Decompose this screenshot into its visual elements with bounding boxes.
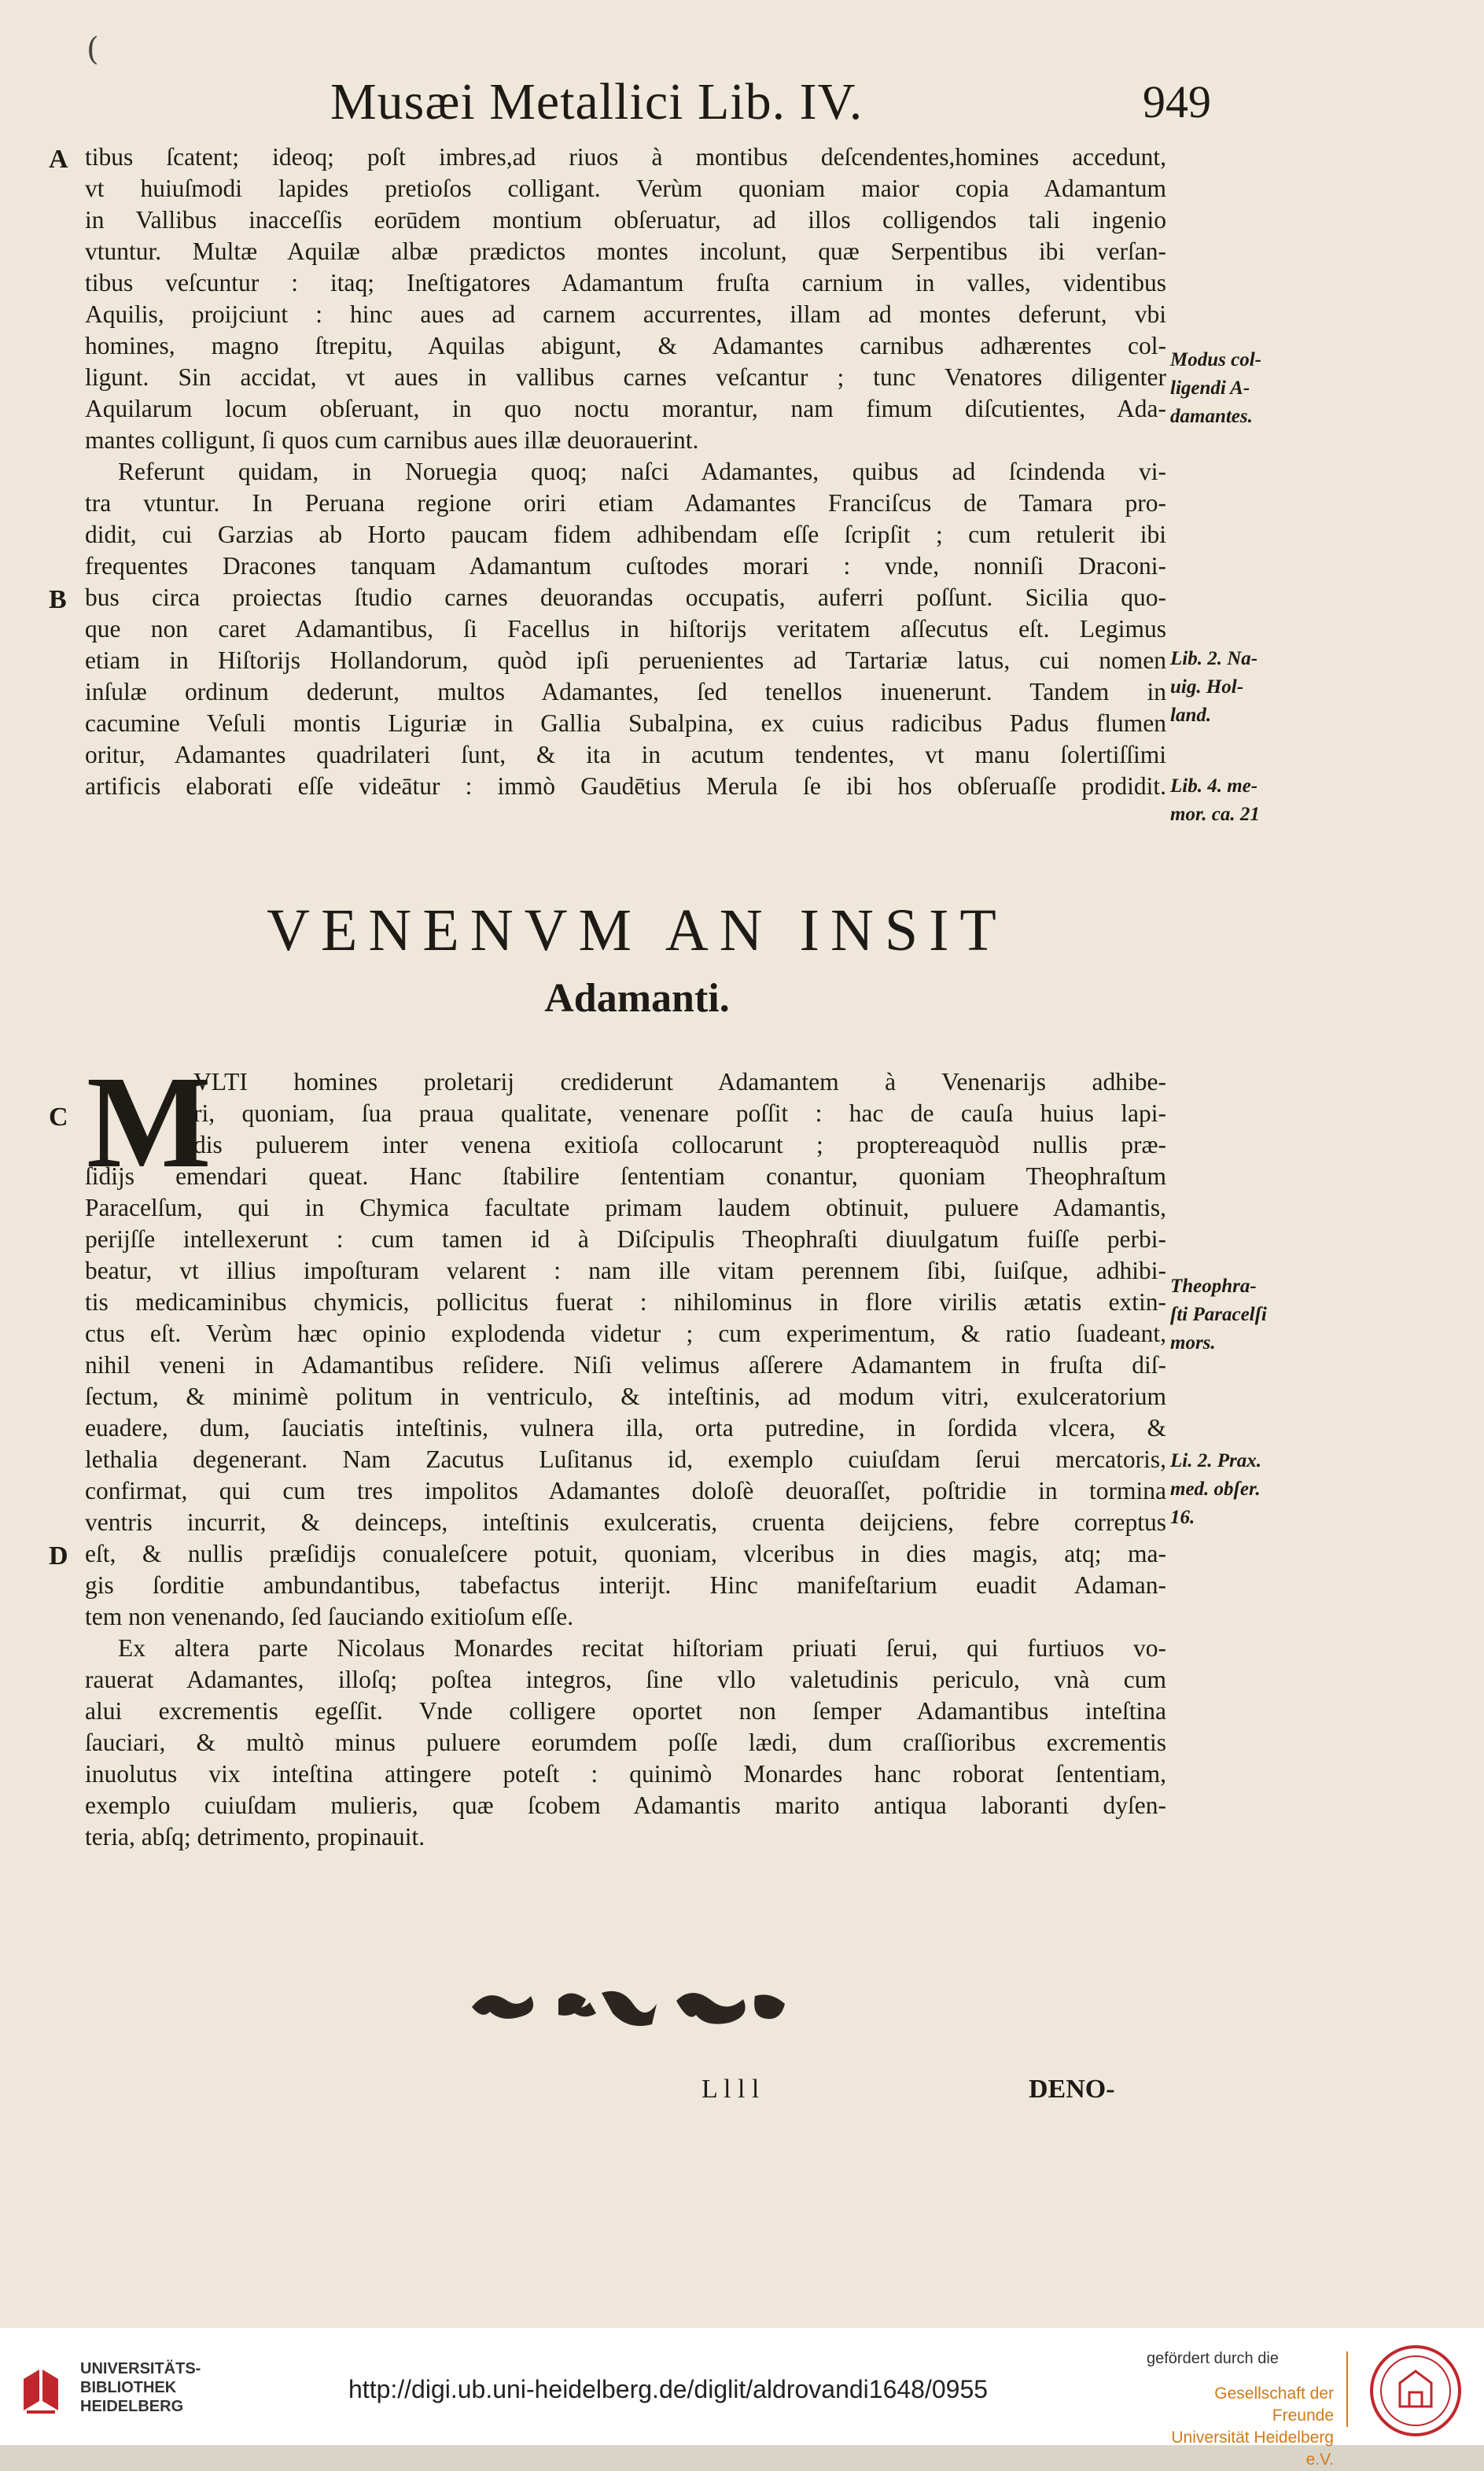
- page-header: [330, 72, 1211, 135]
- library-name-line: HEIDELBERG: [80, 2398, 184, 2415]
- library-name-line: BIBLIOTHEK: [80, 2379, 177, 2396]
- text-line: lethalia degenerant. Nam Zacutus Luſitanus id, exemplo cuiuſdam ſerui mercatoris,: [85, 1445, 1166, 1473]
- text-line: beatur, vt illius impoſturam velarent : nam ille vitam perennem ſibi, ſuiſque, adhibi-: [85, 1257, 1166, 1284]
- text-line: ſauciari, & multò minus puluere eorumdem poſſe lædi, dum craſſioribus excrementis: [85, 1729, 1166, 1756]
- text-line: homines, magno ſtrepitu, Aquilas abigunt, & Adamantes carnibus adhærentes col-: [85, 332, 1166, 359]
- section-letter-d: D: [49, 1541, 68, 1571]
- text-line: cacumine Veſuli montis Liguriæ in Gallia Subalpina, ex cuius radicibus Padus flumen: [85, 709, 1166, 737]
- margin-note-line: Lib. 2. Na-: [1170, 648, 1258, 669]
- margin-note-line: land.: [1170, 705, 1212, 726]
- text-line: confirmat, qui cum tres impolitos Adamantes doloſè deuoraſſet, poſtridie in tormina: [85, 1477, 1166, 1504]
- text-line: alui excrementis egeſſit. Vnde colligere oportet non ſemper Adamantibus inteſtina: [85, 1697, 1166, 1725]
- margin-note-line: ligendi A-: [1170, 377, 1250, 399]
- section-letter-b: B: [49, 585, 67, 614]
- text-line: euadere, dum, ſauciatis inteſtinis, vulnera illa, orta putredine, in ſordida vlcera, &: [85, 1414, 1166, 1442]
- text-line: ligunt. Sin accidat, vt aues in vallibus carnes veſcantur ; tunc Venatores diligenter: [85, 363, 1166, 391]
- ornament-icon: [464, 1983, 794, 2031]
- text-line: que non caret Adamantibus, ſi Facellus in hiſtorijs veritatem aſſecutus eſt. Legimus: [85, 615, 1166, 643]
- library-name-line: UNIVERSITÄTS-: [80, 2360, 201, 2377]
- text-line: exemplo cuiuſdam mulieris, quæ ſcobem Adamantis marito antiqua laboranti dyſen-: [85, 1792, 1166, 1819]
- margin-note-modus: [1170, 346, 1327, 431]
- text-line: Paracelſum, qui in Chymica facultate primam laudem obtinuit, puluere Adamantis,: [85, 1194, 1166, 1221]
- text-line: oritur, Adamantes quadrilateri ſunt, & ita in acutum tendentes, vt manu ſolertiſſimi: [85, 741, 1166, 768]
- margin-note-line: uig. Hol-: [1170, 676, 1244, 698]
- section-letter-c: C: [49, 1103, 68, 1132]
- text-line: tra vtuntur. In Peruana regione oriri etiam Adamantes Franciſcus de Tamara pro-: [85, 489, 1166, 517]
- text-line: eſt, & nullis præſidijs conualeſcere potuit, quoniam, vlceribus in dies magis, atq; ma-: [85, 1540, 1166, 1567]
- margin-note-line: Li. 2. Prax.: [1170, 1450, 1261, 1471]
- text-line: didit, cui Garzias ab Horto paucam fidem adhibendam eſſe ſcripſit ; cum retulerit ibi: [85, 521, 1166, 548]
- text-line: ctus eſt. Verùm hæc opinio explodenda videtur ; cum experimentum, & ratio ſuadeant,: [85, 1320, 1166, 1347]
- corner-mark: (: [87, 31, 99, 68]
- text-line: bus circa proiectas ſtudio carnes deuorandas occupatis, auferri poſſunt. Sicilia quo-: [85, 584, 1166, 611]
- university-seal-icon: [1368, 2344, 1463, 2438]
- viewer-footer: [0, 2328, 1484, 2469]
- text-line: frequentes Dracones tanquam Adamantum cuſtodes morari : vnde, nonniſi Draconi-: [85, 552, 1166, 580]
- chapter-subtitle: Adamanti.: [544, 976, 730, 1021]
- margin-note-line: Modus col-: [1170, 349, 1261, 370]
- margin-note-line: damantes.: [1170, 406, 1253, 427]
- library-logo-icon: [16, 2363, 71, 2418]
- text-line: tis medicaminibus chymicis, pollicitus fuerat : nihilominus in flore virilis ætatis extin-: [85, 1288, 1166, 1316]
- sponsor-name: [1153, 2383, 1334, 2471]
- text-line: nihil veneni in Adamantibus reſidere. Niſi velimus aſſerere Adamantem in fruſta diſ-: [85, 1351, 1166, 1379]
- margin-note-line: ſti Paracelſi: [1170, 1304, 1267, 1325]
- text-line: ventris incurrit, & deinceps, inteſtinis exulceratis, cruenta deijciens, febre correptus: [85, 1508, 1166, 1536]
- text-line: vtuntur. Multæ Aquilæ albæ prædictos montes incolunt, quæ Serpentibus ibi verſan-: [85, 238, 1166, 265]
- text-line: artificis elaborati eſſe videātur : immò Gaudētius Merula ſe ibi hos obſeruaſſe prodidit.: [85, 772, 1166, 800]
- text-line: VLTI homines proletarij crediderunt Adamantem à Venenarijs adhibe-: [193, 1068, 1166, 1096]
- text-line: inuolutus vix inteſtina attingere poteſt : quinimò Monardes hanc roborat ſententiam,: [85, 1760, 1166, 1788]
- margin-note-theophrasti: [1170, 1272, 1327, 1357]
- text-line: ri, quoniam, ſua praua qualitate, venenare poſſit : hac de cauſa huius lapi-: [193, 1099, 1166, 1127]
- permalink-url[interactable]: http://digi.ub.uni-heidelberg.de/diglit/aldrovandi1648/0955: [348, 2375, 989, 2403]
- signature-mark: L l l l: [701, 2075, 760, 2104]
- text-line: rauerat Adamantes, illoſq; poſtea integros, ſine vllo valetudinis periculo, vnà cum: [85, 1666, 1166, 1693]
- sponsor-name-line: Universität Heidelberg e.V.: [1171, 2429, 1334, 2469]
- text-line: tibus ſcatent; ideoq; poſt imbres,ad riuos à montibus deſcendentes,homines accedunt,: [85, 143, 1166, 171]
- library-name: [80, 2359, 201, 2416]
- text-line: gis ſorditie ambundantibus, tabefactus interijt. Hinc manifeſtarium euadit Adaman-: [85, 1571, 1166, 1599]
- catchword: DENO-: [1029, 2075, 1115, 2104]
- text-line: ſectum, & minimè politum in ventriculo, & inteſtinis, ad modum vitri, exulceratorium: [85, 1383, 1166, 1410]
- margin-note-line: Lib. 4. me-: [1170, 775, 1258, 797]
- text-line: in Vallibus inacceſſis eorūdem montium obſeruatur, ad illos colligendos tali ingenio: [85, 206, 1166, 234]
- margin-note-line: Theophra-: [1170, 1276, 1257, 1297]
- text-line: inſulæ ordinum dederunt, multos Adamantes, ſed tenellos inuenerunt. Tandem in: [85, 678, 1166, 705]
- text-line: perijſſe intellexerunt : cum tamen id à Diſcipulis Theophraſti diuulgatum fuiſſe perbi-: [85, 1225, 1166, 1253]
- sponsor-divider: [1346, 2351, 1348, 2427]
- margin-note-line: mor. ca. 21: [1170, 804, 1260, 825]
- margin-note-lib2: [1170, 645, 1327, 730]
- chapter-title: VENENVM AN INSIT: [267, 897, 1007, 963]
- sponsor-name-line: Gesellschaft der Freunde: [1214, 2384, 1334, 2425]
- margin-note-lib4: [1170, 772, 1327, 829]
- text-line: Aquilis, proijciunt : hinc aues ad carnem accurrentes, illam ad montes deferunt, vbi: [85, 300, 1166, 328]
- sponsor-label: gefördert durch die: [1147, 2350, 1279, 2367]
- text-line: teria, abſq; detrimento, propinauit.: [85, 1823, 425, 1850]
- text-line: Ex altera parte Nicolaus Monardes recitat hiſtoriam priuati ſerui, qui furtiuos vo-: [118, 1634, 1166, 1662]
- text-line: mantes colligunt, ſi quos cum carnibus aues illæ deuorauerint.: [85, 426, 699, 454]
- text-line: dis puluerem inter venena exitioſa collocarunt ; proptereaquòd nullis præ-: [193, 1131, 1166, 1158]
- text-line: tibus veſcuntur : itaq; Ineſtigatores Adamantum fruſta carnium in valles, videntibus: [85, 269, 1166, 296]
- running-head: Musæi Metallici Lib. IV.: [330, 73, 864, 131]
- margin-note-line: mors.: [1170, 1332, 1216, 1353]
- margin-note-line: 16.: [1170, 1507, 1195, 1528]
- text-line: vt huiuſmodi lapides pretioſos colligant. Verùm quoniam maior copia Adamantum: [85, 175, 1166, 202]
- text-line: ſidijs emendari queat. Hanc ſtabilire ſententiam conantur, quoniam Theophraſtum: [85, 1162, 1166, 1190]
- text-line: etiam in Hiſtorijs Hollandorum, quòd ipſi peruenientes ad Tartariæ latus, cui nomen: [85, 646, 1166, 674]
- section-letter-a: A: [49, 145, 68, 174]
- text-line: Aquilarum locum obſeruant, in quo noctu morantur, nam fimum diſcutientes, Ada-: [85, 395, 1166, 422]
- drop-cap: M: [87, 1049, 212, 1195]
- text-line: Referunt quidam, in Noruegia quoq; naſci Adamantes, quibus ad ſcindenda vi-: [118, 458, 1166, 485]
- margin-note-line: med. obſer.: [1170, 1479, 1261, 1500]
- page-number: 949: [1143, 76, 1211, 127]
- text-line: tem non venenando, ſed ſauciando exitioſum eſſe.: [85, 1603, 574, 1630]
- margin-note-li2-prax: [1170, 1447, 1327, 1532]
